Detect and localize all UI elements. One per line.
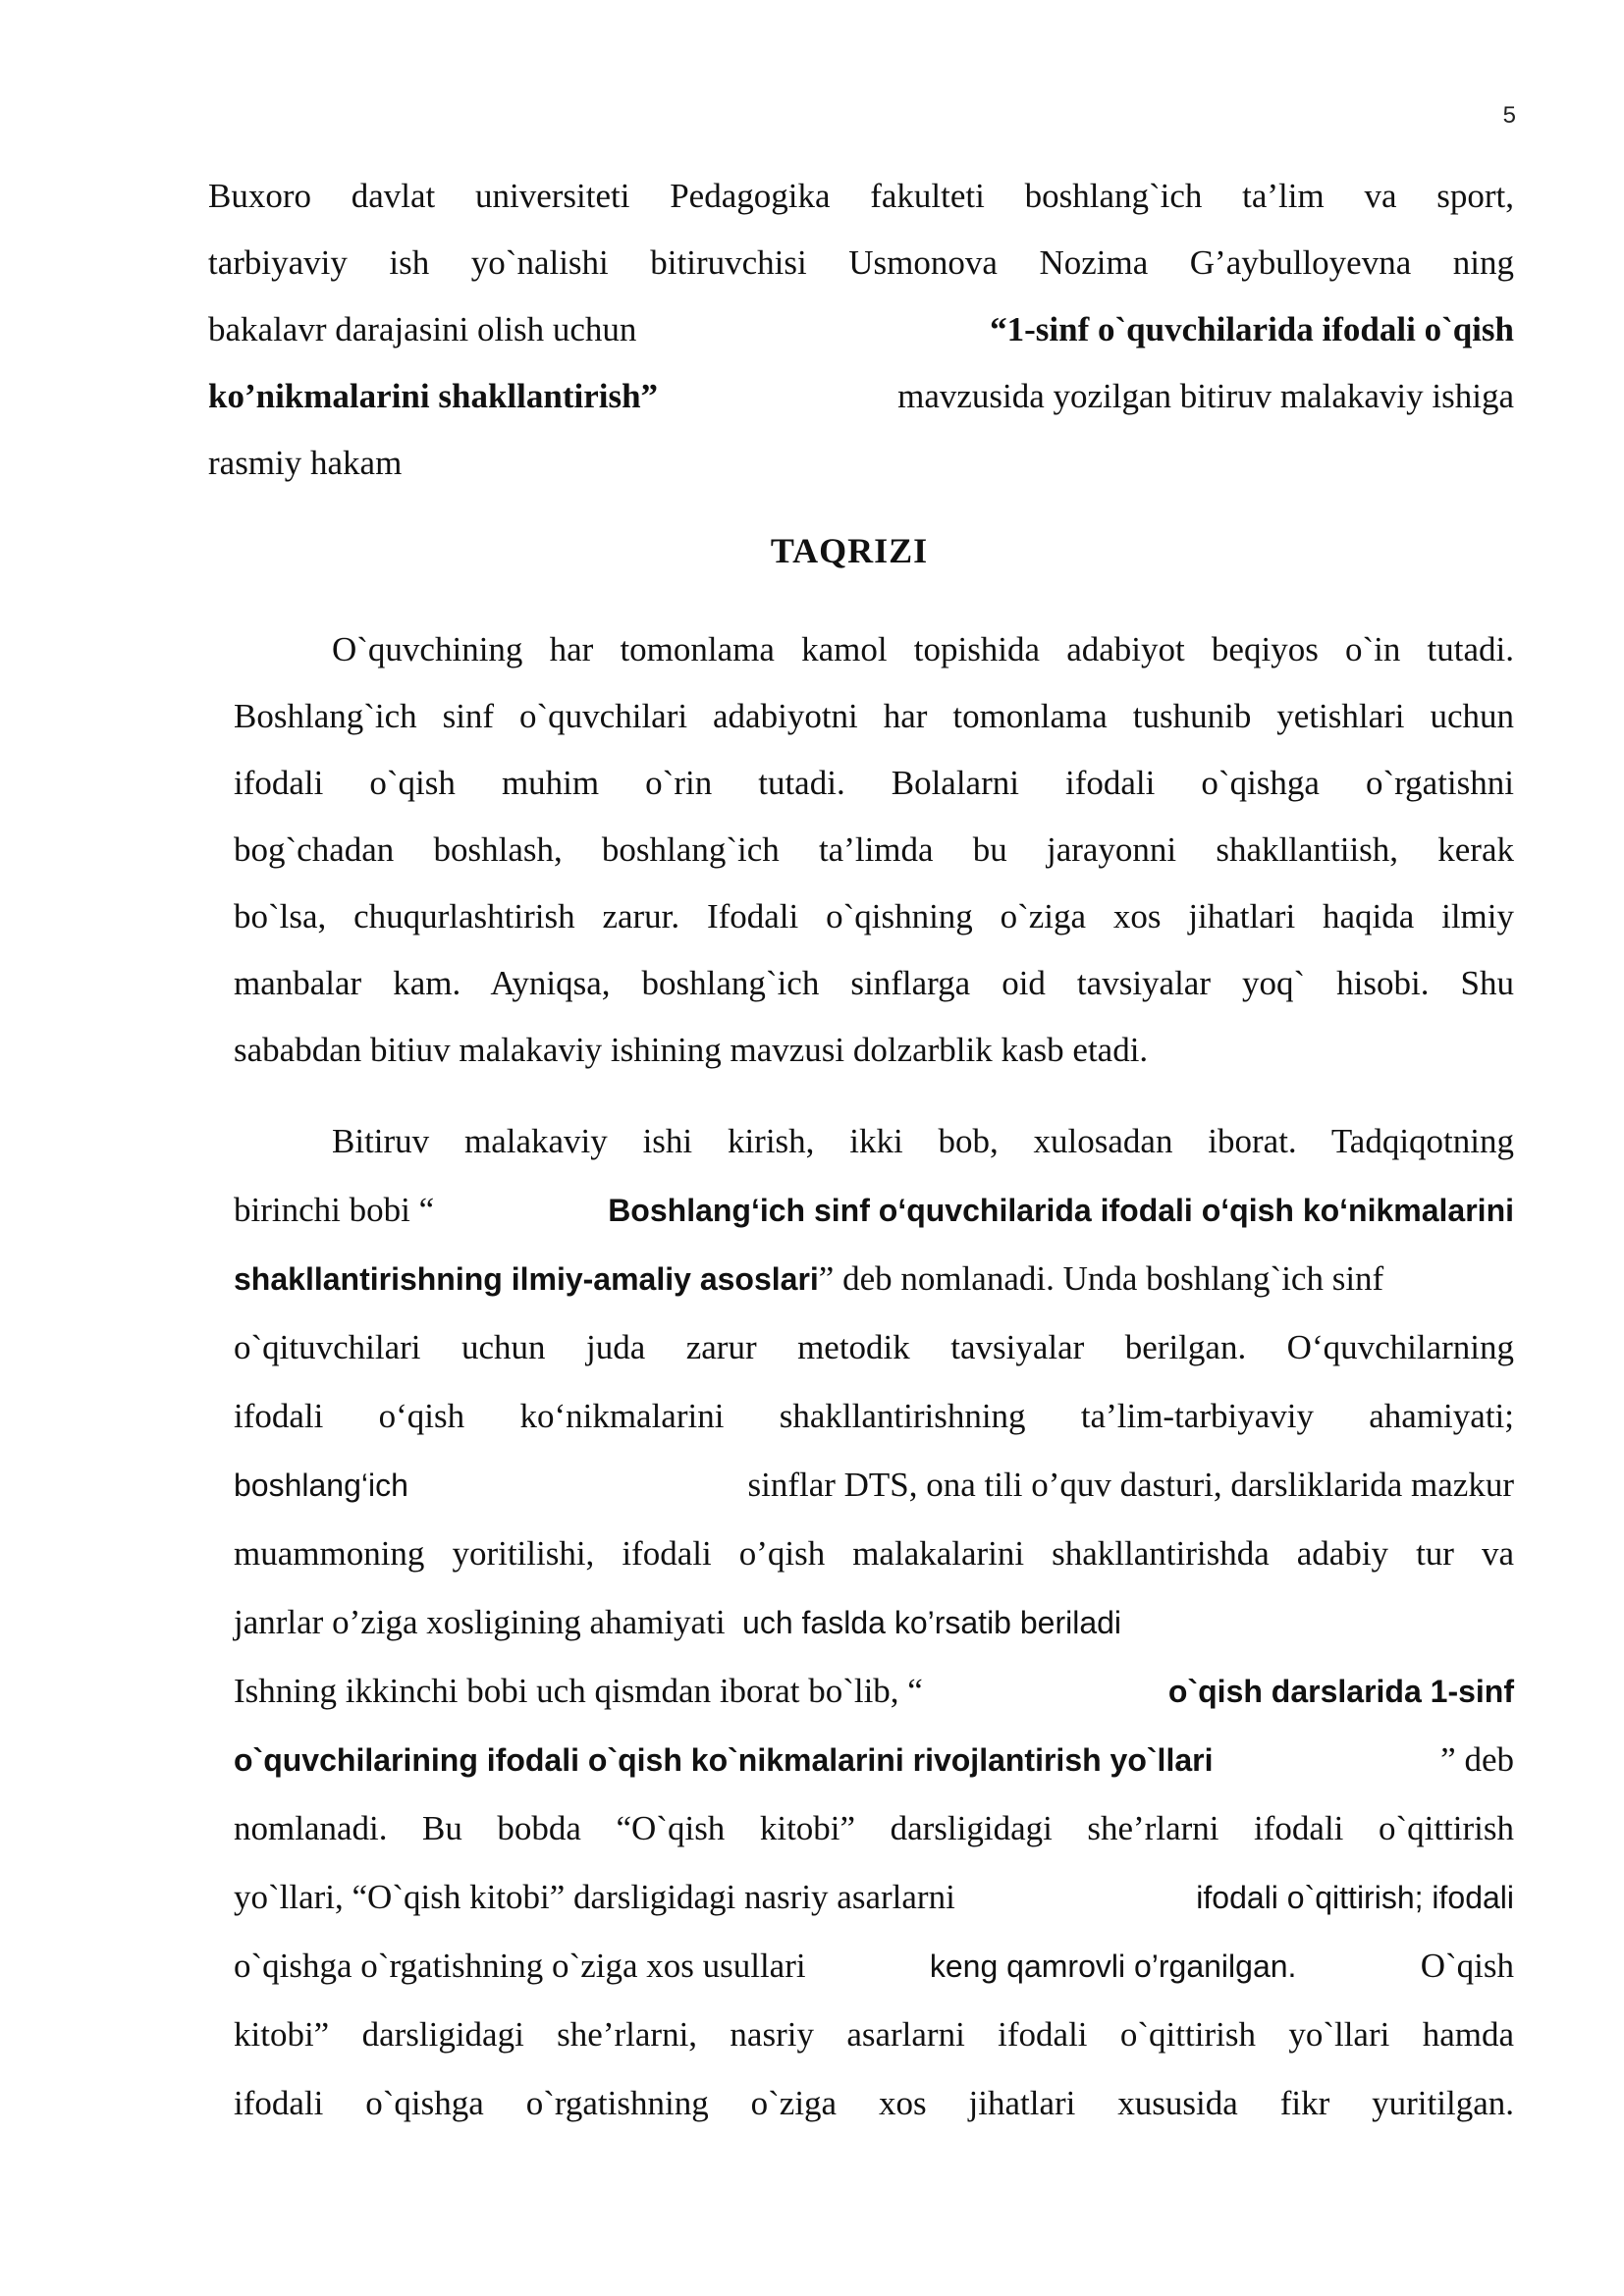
paragraph-line: nomlanadi. Bu bobda “O`qish kitobi” darsligidagi she’rlarni ifodali o`qittirish — [234, 1809, 1514, 1847]
paragraph-line: kitobi” darsligidagi she’rlarni, nasriy asarlarni ifodali o`qittirish yo`llari hamda — [234, 2015, 1514, 2054]
paragraph-line: shakllantirishning ilmiy-amaliy asoslari” deb nomlanadi. Unda boshlang`ich sinf — [234, 1259, 1384, 1298]
paragraph-line: Bitiruv malakaviy ishi kirish, ikki bob, xulosadan iborat. Tadqiqotning — [332, 1122, 1514, 1160]
paragraph-line: yo`llari, “O`qish kitobi” darsligidagi nasriy asarlarni ifodali o`qittirish; ifodali — [234, 1878, 1514, 1916]
paragraph-line: boshlang‘ich sinflar DTS, ona tili o’quv dasturi, darsliklarida mazkur — [234, 1466, 1514, 1504]
paragraph-line: Boshlang`ich sinf o`quvchilari adabiyotni har tomonlama tushunib yetishlari uchun — [234, 697, 1514, 735]
paragraph-line: ifodali o`qish muhim o`rin tutadi. Bolalarni ifodali o`qishga o`rgatishni — [234, 764, 1514, 802]
paragraph-line: o`qishga o`rgatishning o`ziga xos usullari keng qamrovli o’rganilgan. O`qish — [234, 1947, 1514, 1985]
paragraph-line: ifodali o`qishga o`rgatishning o`ziga xos jihatlari xususida fikr yuritilgan. — [234, 2084, 1514, 2122]
paragraph-line: o`quvchilarining ifodali o`qish ko`nikmalarini rivojlantirish yo`llari ” deb — [234, 1740, 1514, 1779]
intro-paragraph — [208, 163, 1514, 497]
paragraph-1 — [234, 616, 1514, 1084]
paragraph-line: bo`lsa, chuqurlashtirish zarur. Ifodali o`qishning o`ziga xos jihatlari haqida ilmiy — [234, 897, 1514, 935]
paragraph-line: sababdan bitiuv malakaviy ishining mavzusi dolzarblik kasb etadi. — [234, 1031, 1149, 1069]
document-title: TAQRIZI — [770, 531, 929, 570]
intro-line: ko’nikmalarini shakllantirish” mavzusida yozilgan bitiruv malakaviy ishiga — [208, 377, 1514, 415]
paragraph-3 — [234, 1657, 1514, 2138]
paragraph-line: O`quvchining har tomonlama kamol topishida adabiyot beqiyos o`in tutadi. — [332, 630, 1514, 668]
paragraph-line: muammoning yoritilishi, ifodali o’qish malakalarini shakllantirishda adabiy tur va — [234, 1534, 1514, 1573]
paragraph-line: o`qituvchilari uchun juda zarur metodik tavsiyalar berilgan. O‘quvchilarning — [234, 1328, 1514, 1366]
paragraph-line: ifodali o‘qish ko‘nikmalarini shakllantirishning ta’lim-tarbiyaviy ahamiyati; — [234, 1397, 1514, 1435]
intro-line: Buxoro davlat universiteti Pedagogika fakulteti boshlang`ich ta’lim va sport, — [208, 177, 1514, 215]
paragraph-line: janrlar o’ziga xosligining ahamiyati uch faslda ko’rsatib beriladi — [234, 1603, 1122, 1641]
intro-line: bakalavr darajasini olish uchun “1-sinf o`quvchilarida ifodali o`qish — [208, 310, 1514, 348]
paragraph-line: birinchi bobi “ Boshlang‘ich sinf o‘quvchilarida ifodali o‘qish ko‘nikmalarini — [234, 1191, 1514, 1229]
paragraph-2 — [234, 1107, 1514, 1657]
page-number: 5 — [1502, 102, 1516, 129]
intro-line: tarbiyaviy ish yo`nalishi bitiruvchisi Usmonova Nozima G’aybulloyevna ning — [208, 243, 1514, 282]
intro-line: rasmiy hakam — [208, 444, 403, 482]
paragraph-line: manbalar kam. Ayniqsa, boshlang`ich sinflarga oid tavsiyalar yoq` hisobi. Shu — [234, 964, 1514, 1002]
paragraph-line: Ishning ikkinchi bobi uch qismdan iborat bo`lib, “ o`qish darslarida 1-sinf — [234, 1672, 1514, 1710]
paragraph-line: bog`chadan boshlash, boshlang`ich ta’limda bu jarayonni shakllantiish, kerak — [234, 830, 1514, 869]
